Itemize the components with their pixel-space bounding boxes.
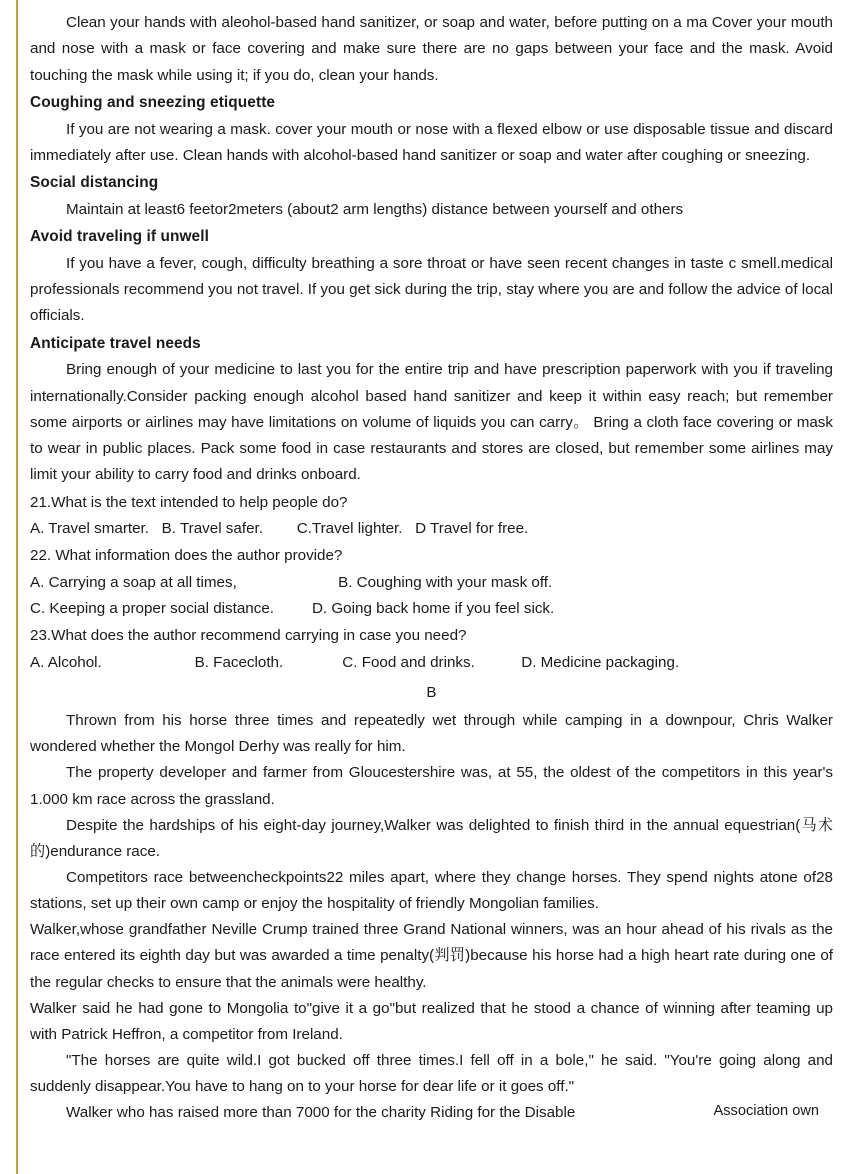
heading-avoid-traveling: Avoid traveling if unwell bbox=[30, 228, 209, 246]
paragraph-coughing: If you are not wearing a mask. cover your mouth or nose with a flexed elbow or use disposable tissue and discard immediately after use. Clean hands with alcohol-based hand sanitizer or soap and water after coughing or sneezing. bbox=[30, 120, 833, 164]
passage-b-paragraph-8-wrapper bbox=[30, 1100, 833, 1126]
passage-b-paragraph-1: Thrown from his horse three times and repeatedly wet through while camping in a downpour, Chris Walker wondered whether the Mongol Derhy was really for him. bbox=[30, 712, 833, 756]
passage-b-paragraph-5: Walker,whose grandfather Neville Crump trained three Grand National winners, was an hour ahead of his rivals as the race entered its eighth day but was awarded a time penalty(判罚)because his horse had a high heart rate during one of the regular checks to ensure that the animals were healthy. bbox=[30, 921, 833, 991]
section-b-label: B bbox=[426, 683, 437, 701]
paragraph-social-distancing: Maintain at least6 feetor2meters (about2 arm lengths) distance between yourself and others bbox=[66, 200, 684, 218]
passage-b-paragraph-4: Competitors race betweencheckpoints22 miles apart, where they change horses. They spend nights atone of28 stations, set up their own camp or enjoy the hospitality of friendly Mongolian families. bbox=[30, 868, 833, 913]
question-23-options: A. Alcohol. B. Facecloth. C. Food and drinks. D. Medicine packaging. bbox=[30, 653, 680, 671]
passage-b-paragraph-8: Walker who has raised more than 7000 for the charity Riding for the Disable bbox=[66, 1104, 576, 1122]
question-23-stem: 23.What does the author recommend carrying in case you need? bbox=[30, 627, 467, 645]
document-body bbox=[30, 10, 833, 1126]
paragraph-sanitizer: Clean your hands with aleohol-based hand sanitizer, or soap and water, before putting on a ma Cover your mouth and nose with a mask or face covering and make sure there are no gaps between your face and the mask. Avoid touching the mask while using it; if you do, clean your hands. bbox=[30, 14, 833, 84]
passage-b-paragraph-3: Despite the hardships of his eight-day journey,Walker was delighted to finish third in the annual equestrian(马术的)endurance race. bbox=[30, 816, 833, 860]
passage-b-paragraph-2: The property developer and farmer from Gloucestershire was, at 55, the oldest of the competitors in this year's 1.000 km race across the grassland. bbox=[30, 764, 833, 808]
passage-b-paragraph-7: "The horses are quite wild.I got bucked off three times.I fell off in a bole," he said. "You're going along and suddenly disappear.You have to hang on to your horse for dear life or it goes off." bbox=[30, 1051, 833, 1096]
paragraph-anticipate-travel-needs: Bring enough of your medicine to last you for the entire trip and have prescription paperwork with you if traveling internationally.Consider packing enough alcohol based hand sanitizer and keep it within easy reach; but remember some airports or airlines may have limitations on volume of liquids you can carry。 Bring a cloth face covering or mask to wear in public places. Pack some food in case restaurants and stores are closed, but remember some airlines may limit your ability to carry food and drinks onboard. bbox=[30, 361, 833, 484]
heading-social-distancing: Social distancing bbox=[30, 174, 159, 192]
question-22-options-line-2: C. Keeping a proper social distance. D. Going back home if you feel sick. bbox=[30, 599, 555, 617]
left-margin-rule bbox=[16, 0, 18, 1174]
heading-coughing-etiquette: Coughing and sneezing etiquette bbox=[30, 93, 276, 111]
overlay-note: Association own bbox=[710, 1099, 819, 1124]
question-22-stem: 22. What information does the author provide? bbox=[30, 547, 343, 565]
question-21-options: A. Travel smarter. B. Travel safer. C.Travel lighter. D Travel for free. bbox=[30, 520, 529, 538]
heading-anticipate-travel-needs: Anticipate travel needs bbox=[30, 334, 201, 352]
paragraph-avoid-traveling: If you have a fever, cough, difficulty breathing a sore throat or have seen recent changes in taste c smell.medical professionals recommend you not travel. If you get sick during the trip, stay where you are and follow the advice of local officials. bbox=[30, 254, 833, 325]
question-22-options-line-1: A. Carrying a soap at all times, B. Coughing with your mask off. bbox=[30, 573, 553, 591]
question-21-stem: 21.What is the text intended to help people do? bbox=[30, 493, 348, 511]
passage-b-paragraph-6: Walker said he had gone to Mongolia to"give it a go"but realized that he stood a chance of winning after teaming up with Patrick Heffron, a competitor from Ireland. bbox=[30, 999, 833, 1043]
